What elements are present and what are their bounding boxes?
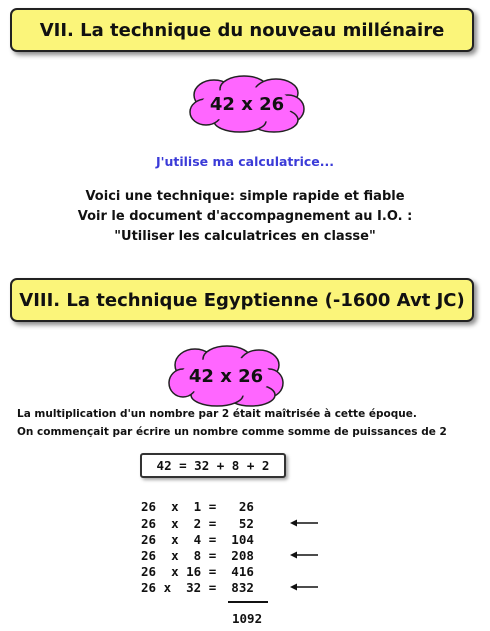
section-8-cloud bbox=[167, 345, 285, 407]
left-arrow-icon bbox=[290, 550, 318, 560]
section-8-title: VIII. La technique Egyptienne (-1600 Avt JC) bbox=[19, 289, 465, 311]
intro-line-1: La multiplication d'un nombre par 2 était maîtrisée à cette époque. bbox=[17, 408, 417, 420]
sum-divider bbox=[228, 601, 268, 603]
section-7-title: VII. La technique du nouveau millénaire bbox=[39, 19, 445, 41]
multiplication-row: 26 x 16 = 416 bbox=[141, 564, 254, 579]
multiplication-row: 26 x 4 = 104 bbox=[141, 532, 254, 547]
decomposition-box bbox=[140, 453, 286, 478]
calculator-line: J'utilise ma calculatrice... bbox=[155, 154, 334, 169]
left-arrow-icon bbox=[290, 582, 318, 592]
section-7-title-banner bbox=[10, 8, 474, 52]
text-line-2: Voir le document d'accompagnement au I.O. : bbox=[77, 209, 413, 224]
text-line-1: Voici une technique: simple rapide et fiable bbox=[85, 189, 405, 204]
multiplication-row: 26 x 1 = 26 bbox=[141, 499, 254, 514]
section-8-title-banner bbox=[10, 278, 474, 322]
sum-result: 1092 bbox=[232, 611, 263, 626]
cloud-label: 42 x 26 bbox=[209, 93, 285, 115]
multiplication-row: 26 x 32 = 832 bbox=[141, 580, 254, 595]
section-7-cloud bbox=[188, 75, 306, 133]
cloud-label: 42 x 26 bbox=[188, 365, 264, 387]
decomposition-text: 42 = 32 + 8 + 2 bbox=[156, 458, 270, 473]
left-arrow-icon bbox=[290, 518, 318, 528]
multiplication-row: 26 x 2 = 52 bbox=[141, 516, 254, 531]
text-line-3: "Utiliser les calculatrices en classe" bbox=[114, 229, 376, 244]
multiplication-row: 26 x 8 = 208 bbox=[141, 548, 254, 563]
intro-line-2: On commençait par écrire un nombre comme somme de puissances de 2 bbox=[17, 426, 447, 438]
